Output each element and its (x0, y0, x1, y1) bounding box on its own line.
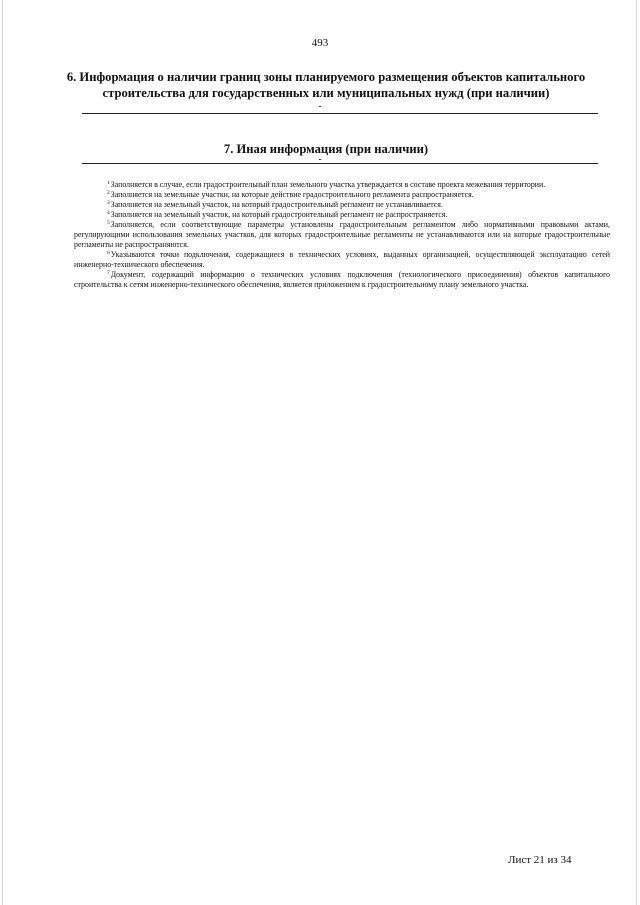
footnote-number: 4 (107, 210, 110, 216)
footnote-text: Заполняется на земельный участок, на который градостроительный регламент не распространяется. (110, 210, 448, 219)
footnote-number: 5 (107, 220, 110, 226)
footnote-text: Указываются точки подключения, содержащиеся в технических условиях, выданных организацией, осуществляющей эксплуатацию сетей инженерно-технического обеспечения. (74, 250, 610, 269)
section-6-value: - (318, 101, 322, 111)
footnote-text: Документ, содержащий информацию о технических условиях подключения (технологического присоединения) объектов капитального строительства к сетям инженерно-технического обеспечения, является приложением к градостроительному плану земельного участка. (74, 270, 610, 289)
footnote (74, 270, 610, 290)
footnotes (74, 180, 610, 290)
footnote (74, 220, 610, 250)
footnote-number: 1 (107, 180, 110, 186)
footnote-text: Заполняется, если соответствующие параметры установлены градостроительным регламентом либо нормативными правовыми актами, регулирующими использования земельных участков, для которых градостроительные регламенты не устанавливаются или на которые градостроительные регламенты не распространяются. (74, 220, 610, 249)
section-7-underline (82, 163, 598, 164)
footnote-number: 6 (107, 250, 110, 256)
section-7-value: - (318, 154, 322, 164)
footnote-number: 3 (107, 200, 110, 206)
footnote-number: 7 (107, 270, 110, 276)
section-6-title: 6. Информация о наличии границ зоны планируемого размещения объектов капитального строительства для государственных или муниципальных нужд (при наличии) (66, 70, 586, 100)
footnote (74, 250, 610, 270)
sheet-counter: Лист 21 из 34 (508, 854, 572, 866)
section-7-title: 7. Иная информация (при наличии) (223, 142, 429, 156)
footnote-text: Заполняется на земельные участки, на которые действие градостроительного регламента распространяется. (110, 190, 474, 199)
page-number: 493 (311, 37, 329, 49)
footnote (74, 190, 610, 200)
footnote (74, 200, 610, 210)
footnote (74, 180, 610, 190)
footnote-number: 2 (107, 190, 110, 196)
scan-edge-left (2, 0, 3, 905)
footnote-text: Заполняется в случае, если градостроительный план земельного участка утверждается в составе проекта межевания территории. (110, 180, 546, 189)
scan-edge-right (636, 0, 637, 905)
footnote (74, 210, 610, 220)
footnote-text: Заполняется на земельный участок, на который градостроительный регламент не устанавливается. (110, 200, 443, 209)
section-6-underline (82, 113, 598, 114)
